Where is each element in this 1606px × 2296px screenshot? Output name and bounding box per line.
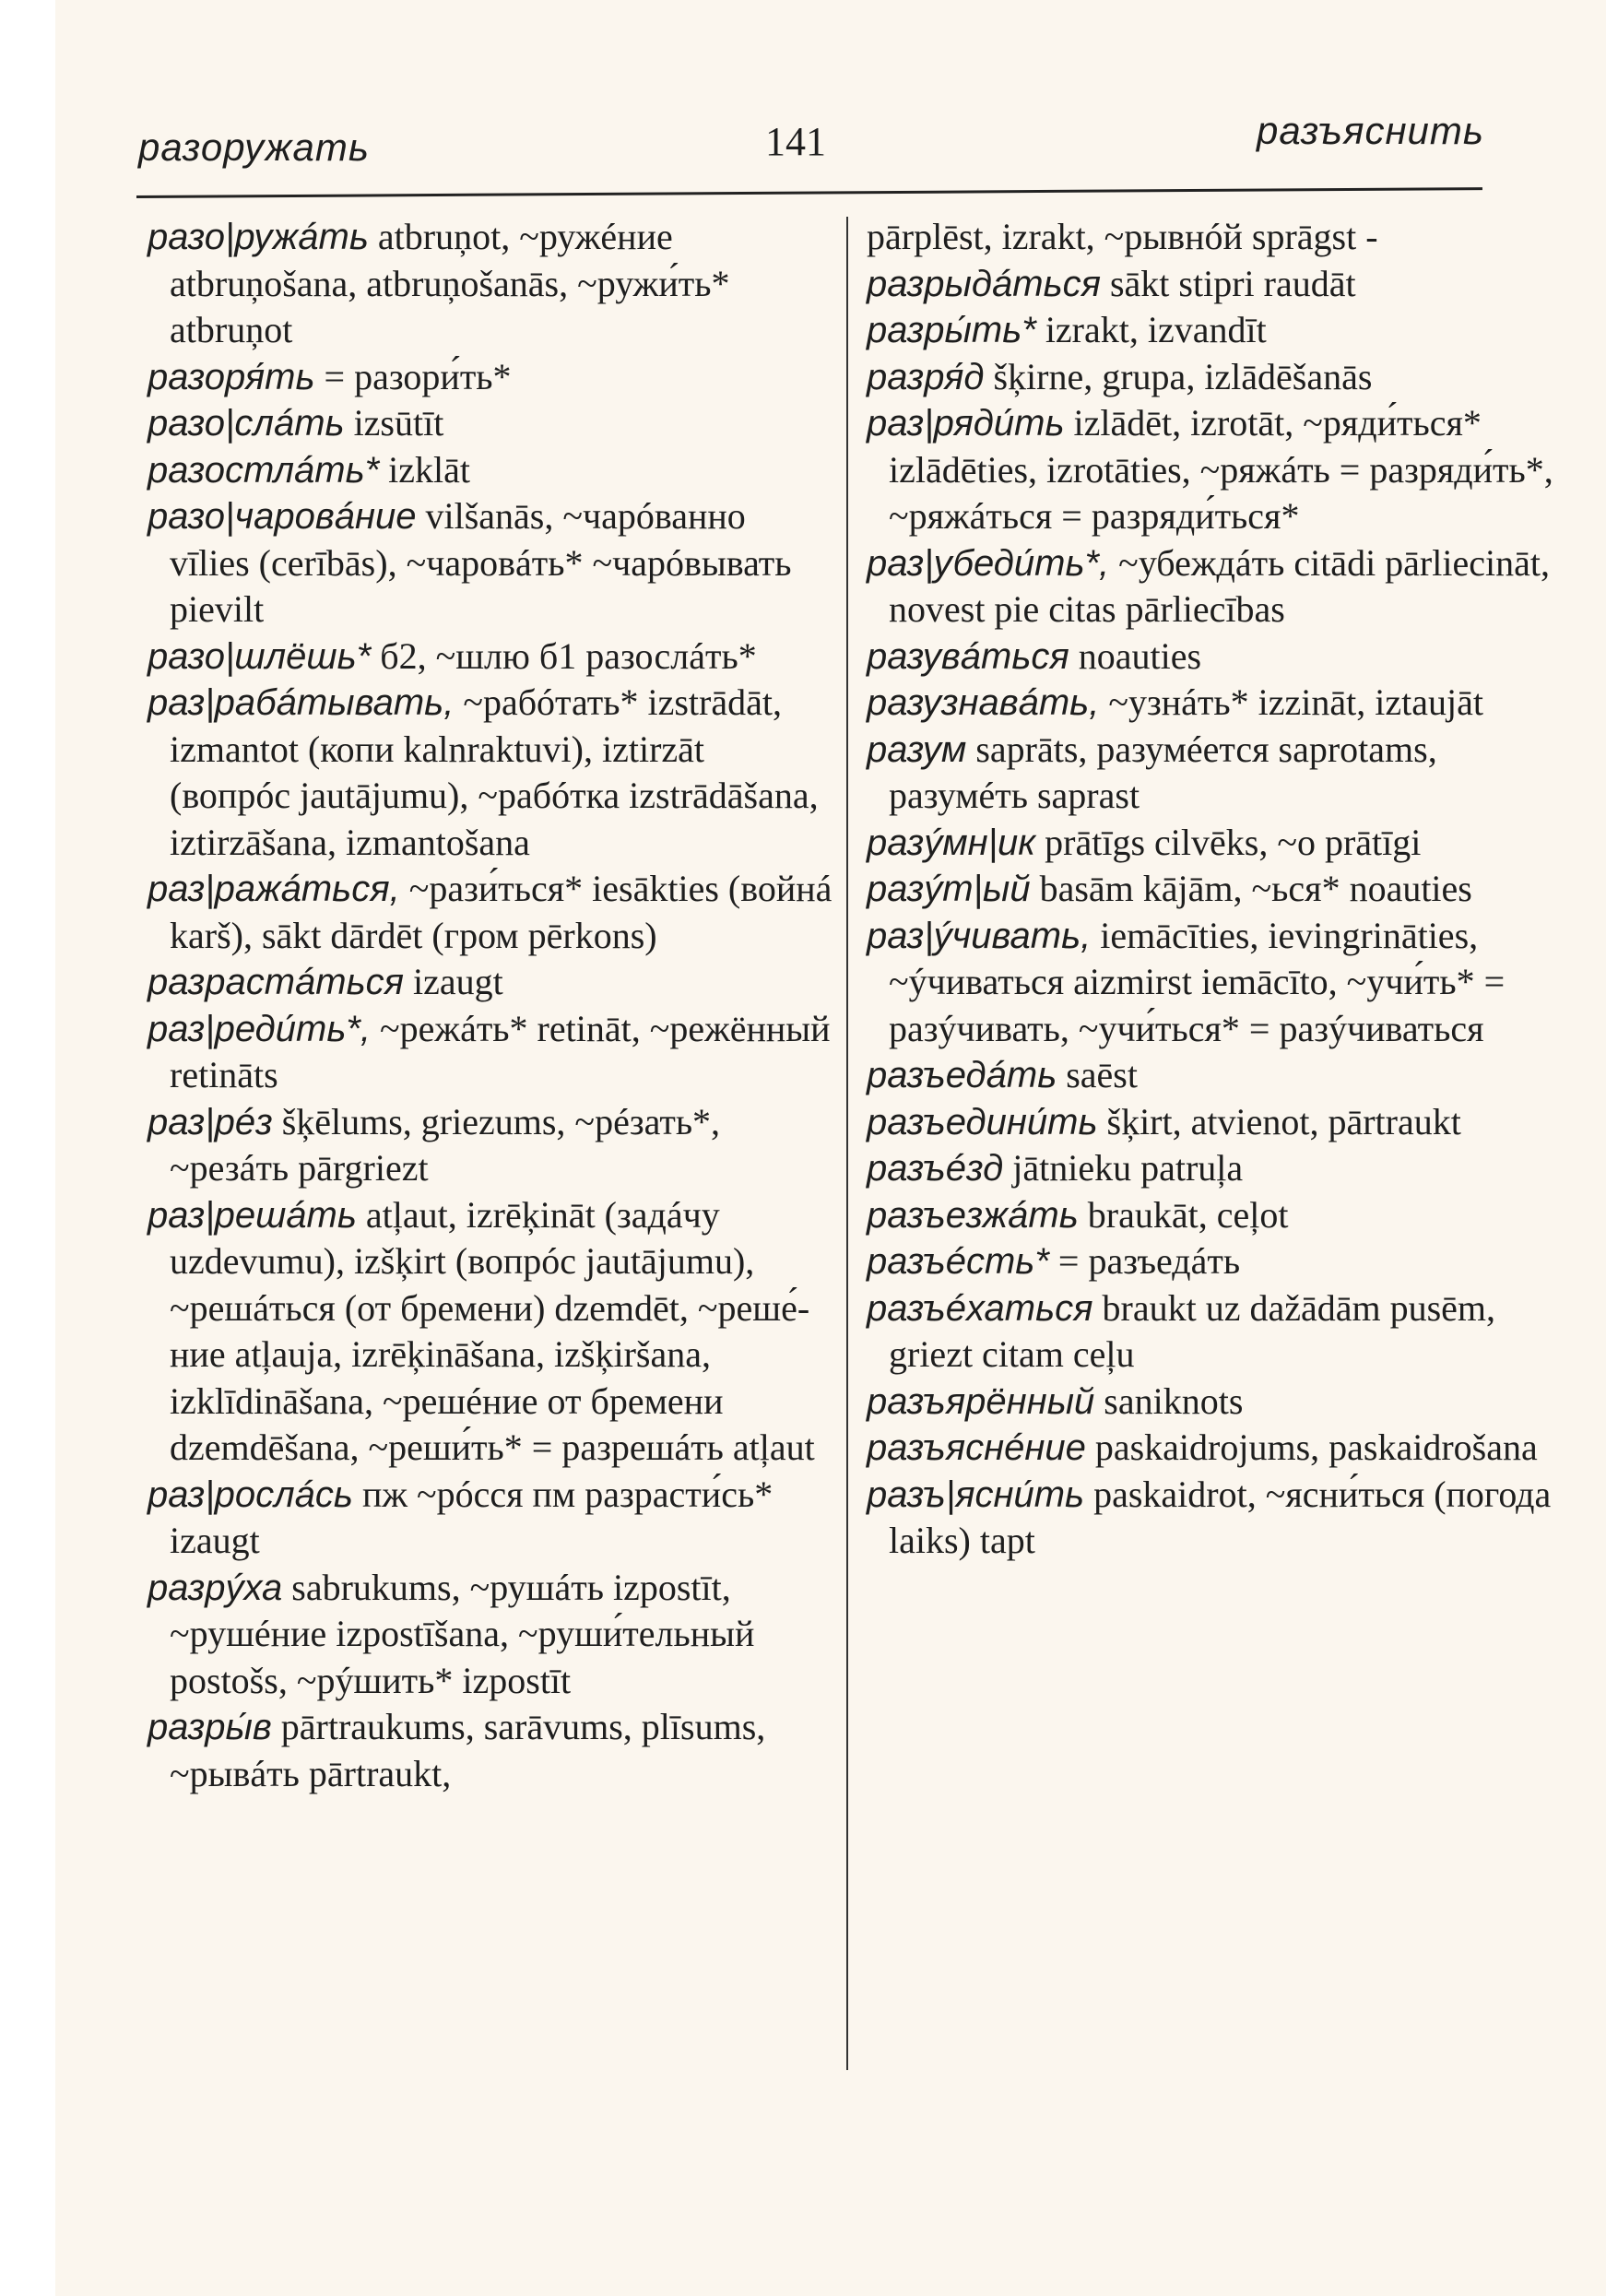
dictionary-entry	[148, 214, 834, 354]
entry-headword: разо|шлёшь*	[148, 635, 372, 677]
entry-headword: разры́в	[148, 1707, 272, 1747]
dictionary-entry	[148, 866, 834, 959]
entry-translation: izlādēt, izrotāt, ~ряди́ться* izlādēties, izrotāties, ~ряжáть = разряди́ть*, ~ряжáться = разряди́ться*	[889, 402, 1553, 537]
dictionary-entry	[867, 633, 1567, 681]
entry-headword: разры́ть*	[867, 310, 1036, 350]
entry-translation: ~рази́ться* iesākties (войнá karš), sākt dārdēt (гром pērkons)	[170, 868, 833, 956]
entry-headword: раз|рабáтывать,	[148, 682, 455, 723]
entry-translation: paskaidrot, ~ясни́ться (погода laiks) tapt	[889, 1473, 1552, 1561]
dictionary-entry	[148, 1565, 834, 1705]
entry-translation: šķirt, atvienot, pārtraukt	[1097, 1100, 1461, 1142]
entry-headword: разъéхаться	[867, 1287, 1093, 1329]
entry-translation: izaugt	[404, 961, 503, 1002]
entry-translation: braukt uz dažādām pusēm, griezt citam ceļu	[889, 1286, 1496, 1375]
entry-headword: разрыдáться	[867, 263, 1101, 304]
column-divider	[846, 217, 848, 2070]
entry-headword: разо|слáть	[148, 403, 345, 444]
dictionary-entry	[148, 1099, 834, 1192]
right-column	[867, 214, 1567, 1565]
header-left-guide-word: разоружать	[138, 125, 370, 169]
entry-translation: saēst	[1057, 1054, 1138, 1095]
dictionary-entry	[148, 1192, 834, 1472]
entry-headword: разоря́ть	[148, 356, 315, 397]
entry-translation: šķēlums, griezums, ~рéзать*, ~резáть pārgriezt	[170, 1100, 721, 1189]
entry-headword: разо|ружáть	[148, 217, 369, 257]
dictionary-entry	[867, 913, 1567, 1053]
entry-headword: разъярённый	[867, 1380, 1095, 1422]
dictionary-entry	[148, 1472, 834, 1565]
entry-translation: sabrukums, ~рушáть izpostīt, ~рушéние izpostīšana, ~руши́тельный postošs, ~рýшить* izpostīt	[170, 1566, 755, 1701]
page-header	[138, 109, 1484, 183]
entry-translation: braukāt, ceļot	[1078, 1193, 1289, 1236]
dictionary-entry	[867, 1238, 1567, 1285]
dictionary-entry	[867, 1099, 1567, 1146]
entry-headword: разувáться	[867, 635, 1069, 677]
dictionary-entry	[148, 680, 834, 866]
dictionary-entry	[148, 633, 834, 681]
entry-translation: atbruņot, ~ружéние atbruņošana, atbruņošanās, ~ружи́ть* atbruņot	[170, 216, 730, 350]
dictionary-entry	[867, 540, 1567, 633]
dictionary-entry	[148, 354, 834, 401]
entry-headword: разрастáться	[148, 962, 404, 1002]
dictionary-entry	[867, 214, 1567, 261]
entry-translation: ~узнáть* izzināt, iztaujāt	[1099, 681, 1483, 723]
entry-headword: раз|ражáться,	[148, 869, 400, 909]
header-right-guide-word: разъяснить	[1257, 109, 1484, 152]
left-column	[148, 214, 834, 1797]
dictionary-entry	[867, 1425, 1567, 1472]
entry-translation: ~рабóтать* izstrādāt, izmantot (копи kalnraktuvi), iztirzāt (вопрóс jautājumu), ~рабóтка izstrādāšana, iztirzāšana, izmantošana	[170, 681, 819, 863]
entry-translation: izrakt, izvandīt	[1035, 309, 1267, 350]
entry-headword: разъезжáть	[867, 1194, 1079, 1236]
entry-translation: šķirne, grupa, izlādēšanās	[984, 355, 1373, 397]
entry-headword: разъедини́ть	[867, 1101, 1098, 1142]
entry-translation: vilšanās, ~чарóванно vīlies (cerībās), ~чаровáть* ~чарóвывать pievilt	[170, 495, 792, 630]
dictionary-page	[55, 0, 1606, 2296]
entry-translation: = разори́ть*	[314, 355, 512, 397]
entry-headword: разýт|ый	[867, 869, 1031, 909]
entry-headword: разъяснéние	[867, 1427, 1086, 1468]
entry-headword: разрýха	[148, 1567, 283, 1608]
entry-translation: iemācīties, ievingrināties, ~ýчиваться aizmirst iemācīto, ~учи́ть* = разýчивать, ~учи́ться* = разýчиваться	[889, 914, 1506, 1049]
dictionary-entry	[148, 1704, 834, 1797]
dictionary-entry	[867, 1145, 1567, 1192]
entry-translation: basām kājām, ~ься* noauties	[1030, 868, 1472, 909]
entry-headword: разостлáть*	[148, 449, 380, 491]
dictionary-entry	[867, 307, 1567, 354]
dictionary-entry	[867, 680, 1567, 727]
entry-translation: б2, ~шлю б1 разослáть*	[371, 634, 757, 677]
entry-translation: ~режáть* retināt, ~режённый retināts	[170, 1007, 831, 1095]
dictionary-entry	[867, 820, 1567, 867]
entry-translation: prātīgs cilvēks, ~о prātīgi	[1035, 821, 1422, 863]
dictionary-entry	[148, 447, 834, 494]
entry-headword: разъедáть	[867, 1055, 1057, 1095]
dictionary-entry	[867, 400, 1567, 540]
dictionary-entry	[148, 493, 834, 633]
page-number: 141	[765, 119, 826, 164]
entry-translation: paskaidrojums, paskaidrošana	[1085, 1426, 1538, 1468]
dictionary-entry	[148, 1006, 834, 1099]
entry-translation: pārtraukums, sarāvums, plīsums, ~рывáть pārtraukt,	[170, 1706, 766, 1794]
dictionary-entry	[148, 959, 834, 1006]
dictionary-entry	[867, 261, 1567, 308]
entry-translation: = разъедáть	[1048, 1240, 1241, 1282]
dictionary-entry	[867, 354, 1567, 401]
header-rule	[136, 187, 1482, 198]
entry-headword: разъ|ясни́ть	[867, 1473, 1085, 1515]
entry-headword: раз|решáть	[148, 1194, 357, 1236]
dictionary-entry	[867, 727, 1567, 820]
entry-translation: пж ~рóсся пм разрасти́сь* izaugt	[170, 1473, 773, 1561]
dictionary-entry	[867, 1285, 1567, 1379]
entry-translation: izklāt	[379, 448, 471, 491]
entry-headword: разýмн|ик	[867, 822, 1036, 863]
dictionary-entry	[867, 1052, 1567, 1099]
dictionary-entry	[867, 866, 1567, 913]
entry-translation: ~убеждáть citādi pārliecināt, novest pie citas pārliecības	[889, 541, 1550, 630]
entry-headword: разря́д	[867, 356, 985, 397]
entry-headword: разъéсть*	[867, 1241, 1049, 1282]
entry-headword: разузнавáть,	[867, 682, 1100, 723]
entry-translation: pārplēst, izrakt, ~рывнóй sprāgst -	[867, 216, 1378, 257]
entry-headword: раз|рослáсь	[148, 1473, 353, 1515]
entry-headword: раз|реди́ть*,	[148, 1008, 372, 1049]
entry-headword: разо|чаровáние	[148, 496, 417, 537]
entry-headword: раз|убеди́ть*,	[867, 542, 1110, 584]
dictionary-entry	[148, 400, 834, 447]
dictionary-entry	[867, 1192, 1567, 1239]
entry-headword: раз|ýчивать,	[867, 915, 1092, 956]
entry-headword: разум	[867, 728, 967, 770]
entry-headword: раз|рéз	[148, 1101, 273, 1142]
entry-translation: atļaut, izrēķināt (задáчу uzdevumu), izšķirt (вопрóс jautājumu), ~решáться (от бремени) dzemdēt, ~реше́ние atļauja, izrēķināšana, izšķiršana, izklīdināšana, ~решéние от бремени dzemdēšana, ~реши́ть* = разрешáть atļaut	[170, 1193, 815, 1468]
dictionary-entry	[867, 1472, 1567, 1565]
entry-translation: sākt stipri raudāt	[1100, 262, 1356, 304]
entry-translation: noauties	[1069, 634, 1202, 677]
entry-headword: раз|ряди́ть	[867, 403, 1065, 444]
entry-headword: разъéзд	[867, 1148, 1004, 1189]
entry-translation: saprāts, разумéется saprotams, разумéть saprast	[889, 728, 1437, 816]
entry-translation: jātnieku patruļa	[1003, 1147, 1244, 1189]
entry-translation: saniknots	[1094, 1379, 1244, 1422]
dictionary-entry	[867, 1379, 1567, 1426]
entry-translation: izsūtīt	[344, 402, 444, 444]
